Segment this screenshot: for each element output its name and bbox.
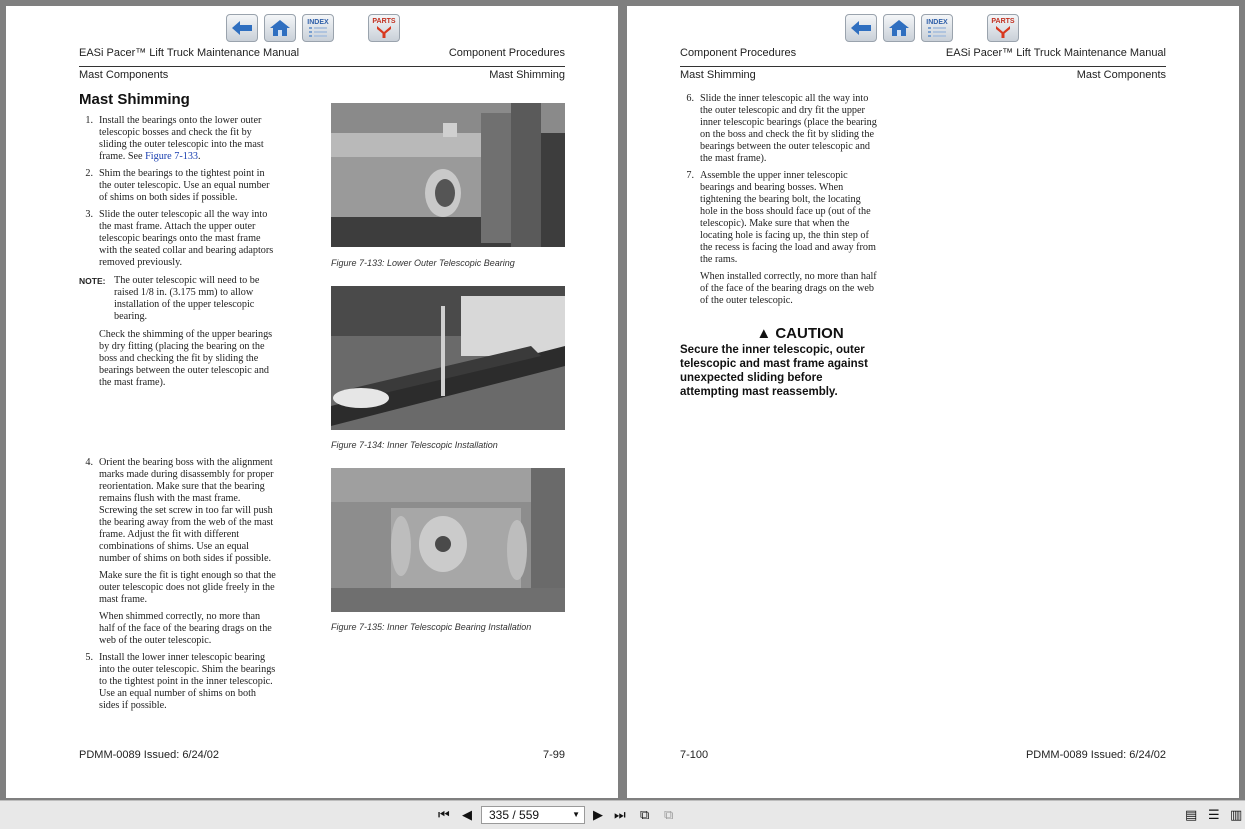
- subheader-right: Mast Components: [1076, 69, 1166, 81]
- home-icon: [888, 19, 910, 37]
- page-title: Mast Shimming: [79, 91, 190, 108]
- header-rule: [79, 66, 565, 67]
- last-page-icon[interactable]: ⏭: [614, 808, 626, 823]
- home-icon: [269, 19, 291, 37]
- index-label: INDEX: [926, 18, 948, 26]
- footer-page-number: 7-100: [680, 749, 709, 761]
- parts-button[interactable]: [368, 14, 400, 42]
- viewer-toolbar: [0, 800, 1245, 829]
- shimmed-text: When shimmed correctly, no more than half of the face of the bearing drags on the web of the outer telescopic.: [99, 611, 272, 646]
- parts-button[interactable]: [987, 14, 1019, 42]
- step-3-text: Slide the outer telescopic all the way into the mast frame. Attach the upper outer telescopic bearings onto the mast frame with the seated collar and bearing adaptors removed previously.: [99, 209, 274, 268]
- figure-link[interactable]: Figure 7-133: [145, 151, 199, 162]
- step-5-text: Install the lower inner telescopic bearing into the outer telescopic. Shim the bearings to the tightest point in the inner telescopic. Use an equal number of shims on both sides if possible.: [99, 652, 276, 711]
- index-label: INDEX: [307, 18, 329, 26]
- parts-icon: [375, 25, 393, 39]
- header-right: EASi Pacer™ Lift Truck Maintenance Manual: [945, 47, 1166, 59]
- subheader-left: Mast Components: [79, 69, 169, 81]
- back-arrow-icon: [231, 20, 253, 36]
- back-arrow-icon: [850, 20, 872, 36]
- step-number: 6.: [686, 93, 694, 104]
- caution-text: Secure the inner telescopic, outer telescopic and mast frame against unexpected sliding before attempting mast reassembly.: [680, 344, 868, 398]
- figure-7-133-photo: [331, 103, 565, 247]
- step-1-text: Install the bearings onto the lower outer telescopic bosses and check the fit by sliding the outer telescopic into the mast frame. See Figure 7-133.: [99, 115, 264, 162]
- parts-label: PARTS: [991, 17, 1015, 25]
- fit-text: Make sure the fit is tight enough so that the outer telescopic does not glide freely in the mast frame.: [99, 570, 276, 605]
- step-number: 1.: [85, 115, 93, 126]
- step-number: 2.: [85, 168, 93, 179]
- home-button[interactable]: [883, 14, 915, 42]
- page-number-value: 335 / 559: [489, 808, 540, 822]
- subheader-left: Mast Shimming: [680, 69, 756, 81]
- figure-7-134-caption: Figure 7-134: Inner Telescopic Installation: [331, 440, 498, 450]
- header-right: Component Procedures: [448, 47, 565, 59]
- right-page: [627, 6, 1239, 798]
- step-7-text: Assemble the upper inner telescopic bearings and bearing bosses. When tightening the bearing bolt, the locating hole in the boss should face up (out of the telescopic). Make sure that when the locating hole is facing up, the thin step of the recess is facing the load and away from the rams.: [700, 170, 876, 265]
- footer-doc-id: PDMM-0089 Issued: 6/24/02: [79, 749, 220, 761]
- header-rule: [680, 66, 1166, 67]
- note-label: NOTE:: [79, 276, 106, 286]
- step-number: 7.: [686, 170, 694, 181]
- index-button[interactable]: [302, 14, 334, 42]
- figure-7-135-photo: [331, 468, 565, 612]
- footer-doc-id: PDMM-0089 Issued: 6/24/02: [1025, 749, 1166, 761]
- figure-7-135-caption: Figure 7-135: Inner Telescopic Bearing Installation: [331, 622, 532, 632]
- parts-label: PARTS: [372, 17, 396, 25]
- header-left: EASi Pacer™ Lift Truck Maintenance Manual: [79, 47, 300, 59]
- step-4-text: Orient the bearing boss with the alignment marks made during disassembly for proper reorientation. Make sure that the bearing remains flush with the mast frame. Screwing the set screw in too far will push the bearing away from the web of the mast frame. Adjust the fit with different combinations of shims. Use an equal number of shims on both sides if possible.: [99, 457, 274, 564]
- next-page-icon[interactable]: ▶: [593, 808, 603, 823]
- previous-page-icon[interactable]: ◀: [462, 808, 472, 823]
- home-button[interactable]: [264, 14, 296, 42]
- step-number: 4.: [85, 457, 93, 468]
- caution-title: ▲ CAUTION: [756, 325, 844, 342]
- figure-7-133-caption: Figure 7-133: Lower Outer Telescopic Bearing: [331, 258, 515, 268]
- first-page-icon[interactable]: ⏮: [438, 808, 450, 823]
- installed-text: When installed correctly, no more than half of the face of the bearing drags on the web of the outer telescopic.: [700, 271, 877, 306]
- step-2-text: Shim the bearings to the tightest point in the outer telescopic. Use an equal number of shims on both sides if possible.: [99, 168, 270, 203]
- left-page: [6, 6, 618, 798]
- index-button[interactable]: [921, 14, 953, 42]
- step-number: 5.: [85, 652, 93, 663]
- back-button[interactable]: [226, 14, 258, 42]
- facing-pages-icon[interactable]: ▥: [1230, 808, 1243, 823]
- figure-7-134-photo: [331, 286, 565, 430]
- single-page-icon[interactable]: ▤: [1185, 808, 1198, 823]
- header-left: Component Procedures: [680, 47, 797, 59]
- check-text: Check the shimming of the upper bearings by dry fitting (placing the bearing on the boss and checking the fit by sliding the bearings between the outer telescopic and the mast frame).: [99, 329, 273, 388]
- note-text: The outer telescopic will need to be raised 1/8 in. (3.175 mm) to allow installation of the upper telescopic bearing.: [114, 275, 260, 322]
- continuous-page-icon[interactable]: ☰: [1208, 808, 1220, 823]
- step-number: 3.: [85, 209, 93, 220]
- paste-view-icon[interactable]: ⧉: [664, 808, 674, 823]
- parts-icon: [994, 25, 1012, 39]
- subheader-right: Mast Shimming: [489, 69, 565, 81]
- footer-page-number: 7-99: [542, 749, 565, 761]
- back-button[interactable]: [845, 14, 877, 42]
- index-list-icon: [926, 26, 948, 38]
- index-list-icon: [307, 26, 329, 38]
- page-number-select[interactable]: [481, 806, 585, 824]
- step-6-text: Slide the inner telescopic all the way into the outer telescopic and dry fit the upper inner telescopic bearings (place the bearing on the boss and check the fit by sliding the bearings between the outer telescopic and the mast frame).: [700, 93, 877, 164]
- dropdown-arrow-icon: ▼: [572, 810, 580, 819]
- copy-view-icon[interactable]: ⧉: [640, 808, 650, 823]
